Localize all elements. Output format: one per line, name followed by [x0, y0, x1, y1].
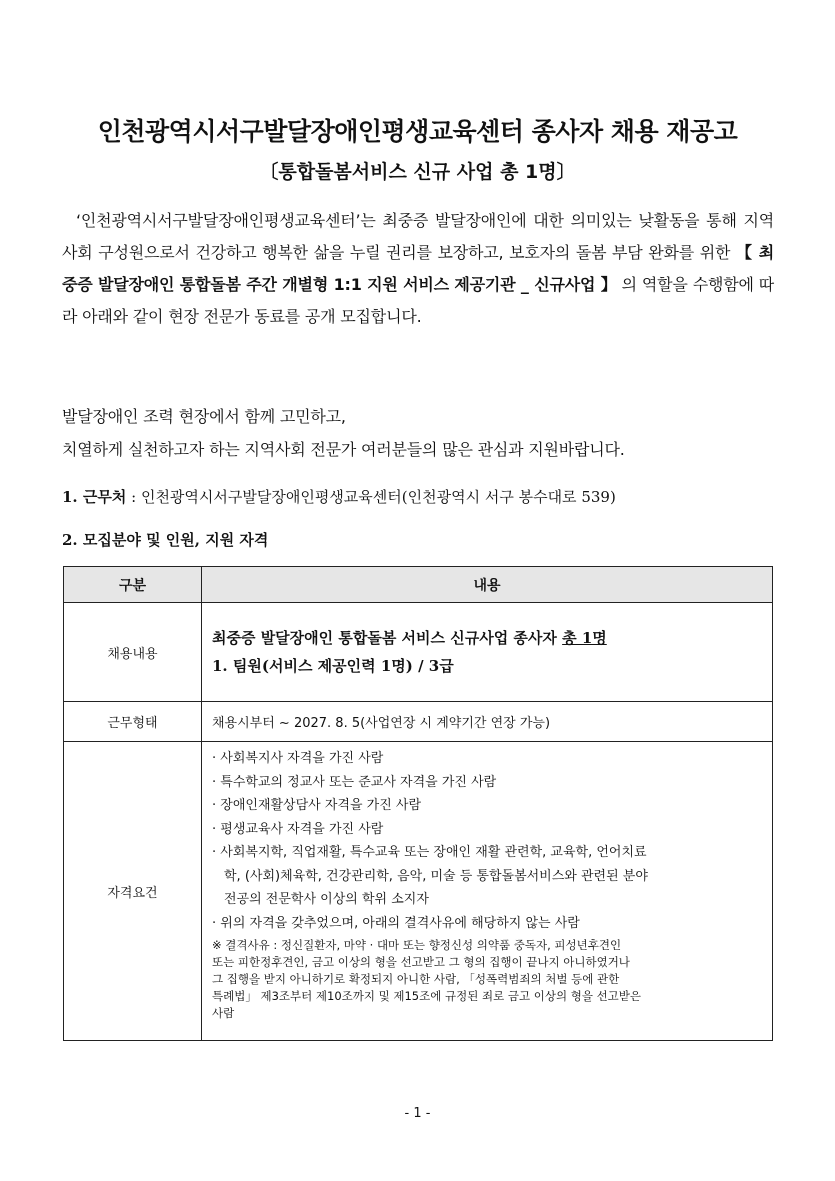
note-line: 또는 피한정후견인, 금고 이상의 형을 선고받고 그 형의 집행이 끝나지 아니하였거나 [212, 955, 630, 969]
row-label-qualifications: 자격요건 [64, 742, 202, 1041]
qualification-item: · 위의 자격을 갖추었으며, 아래의 결격사유에 해당하지 않는 사람 [212, 915, 580, 931]
page-number: - 1 - [404, 1106, 431, 1121]
qualification-item: · 특수학교의 정교사 또는 준교사 자격을 가진 사람 [212, 774, 497, 790]
section-workplace-value: : 인천광역시서구발달장애인평생교육센터(인천광역시 서구 봉수대로 539) [126, 488, 616, 506]
qualification-item: · 사회복지학, 직업재활, 특수교육 또는 장애인 재활 관련학, 교육학, 언어치료 [212, 845, 647, 860]
recruitment-line-1 [212, 624, 762, 652]
note-line: 그 집행을 받지 아니하기로 확정되지 아니한 사람, 「성폭력범죄의 처벌 등에 관한 [212, 972, 620, 986]
section-recruitment-heading: 2. 모집분야 및 인원, 지원 자격 [62, 531, 269, 549]
recruitment-line-1-text: 최중증 발달장애인 통합돌봄 서비스 신규사업 종사자 [212, 629, 563, 647]
note-line: 특례법」 제3조부터 제10조까지 및 제15조에 규정된 죄로 금고 이상의 형을 선고받은 [212, 989, 642, 1003]
recruitment-table [63, 566, 773, 1041]
table-header-row [64, 567, 773, 603]
section-workplace-label: 1. 근무처 [62, 488, 127, 506]
work-type-value: 채용시부터 ~ 2027. 8. 5(사업연장 시 계약기간 연장 가능) [212, 716, 551, 731]
recruitment-line-2: 1. 팀원(서비스 제공인력 1명) / 3급 [212, 657, 454, 675]
header-content: 내용 [202, 567, 773, 603]
qualification-item: · 사회복지사 자격을 가진 사람 [212, 751, 384, 766]
appeal-line-2: 치열하게 실천하고자 하는 지역사회 전문가 여러분들의 많은 관심과 지원바랍니다. [62, 440, 625, 459]
row-content-recruitment [202, 603, 773, 702]
note-line: ※ 결격사유 : 정신질환자, 마약 · 대마 또는 향정신성 의약품 중독자, 피성년후견인 [212, 938, 622, 952]
page-subtitle: 〔통합돌봄서비스 신규 사업 총 1명〕 [259, 161, 576, 183]
table-row-recruitment [64, 603, 773, 702]
qualification-item-continued: 학, (사회)체육학, 건강관리학, 음악, 미술 등 통합돌봄서비스와 관련된 분야 [224, 868, 648, 884]
section-workplace [62, 486, 616, 507]
intro-highlight: 【 최중증 발달장애인 통합돌봄 주간 개별형 1:1 지원 서비스 제공기관 _ 신규사업 】 [62, 243, 774, 294]
qualification-item: · 평생교육사 자격을 가진 사람 [212, 821, 384, 837]
intro-text-1: ‘인천광역시서구발달장애인평생교육센터’는 최중증 발달장애인에 대한 의미있는 낮활동을 통해 지역사회 구성원으로서 건강하고 행복한 삶을 누릴 권리를 보장하고, 보호자의 돌봄 부담 완화를 위한 [62, 211, 774, 262]
intro-paragraph [62, 205, 774, 333]
header-category: 구분 [64, 567, 202, 603]
table-row-qualifications [64, 742, 773, 1041]
appeal-paragraph [62, 400, 774, 466]
note-line: 사람 [212, 1006, 235, 1020]
intro-text-2: 의 역할을 수행함에 따라 아래와 같이 현장 전문가 동료를 공개 모집합니다. [62, 275, 774, 326]
row-content-work-type [202, 702, 773, 742]
row-content-qualifications [202, 742, 773, 1041]
qualification-item: · 장애인재활상담사 자격을 가진 사람 [212, 798, 422, 813]
page-title: 인천광역시서구발달장애인평생교육센터 종사자 채용 재공고 [97, 117, 738, 146]
row-label-recruitment: 채용내용 [64, 603, 202, 702]
table-row-work-type [64, 702, 773, 742]
row-label-work-type: 근무형태 [64, 702, 202, 742]
appeal-line-1: 발달장애인 조력 현장에서 함께 고민하고, [62, 407, 346, 426]
qualification-item-continued: 전공의 전문학사 이상의 학위 소지자 [224, 892, 429, 907]
disqualification-note [212, 937, 762, 1022]
recruitment-total: 총 1명 [562, 629, 607, 647]
